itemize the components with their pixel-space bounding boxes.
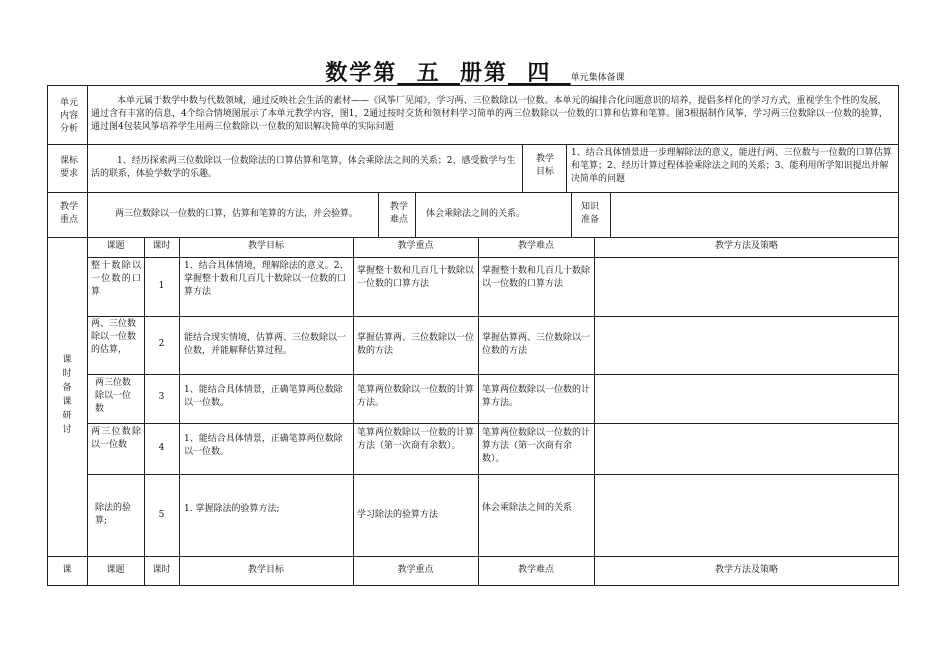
difficulty-label: 教学难点 — [389, 202, 408, 225]
standards-text: 1、经历探索两三位数除以一位数除法的口算估算和笔算，体会乘除法之间的关系；2、感受数学与生活的联系，体验学数学的乐趣。 — [91, 156, 516, 179]
row-key-point: 学习除法的验算方法 — [357, 510, 439, 520]
title-prefix: 数学第 — [325, 61, 398, 86]
teaching-goal-label: 教学目标 — [535, 154, 554, 177]
row-key-point: 笔算两位数除以一位数的计算方法（第一次商有余数）。 — [357, 428, 475, 451]
focus-text: 两三位数除以一位数的口算，估算和笔算的方法，并会验算。 — [115, 209, 359, 219]
row-difficulty: 掌握整十数和几百几十数除以一位数的口算方法 — [482, 266, 591, 289]
row-hour: 2 — [158, 339, 165, 349]
bottom-header-difficulty: 教学难点 — [517, 565, 554, 575]
row-method — [598, 265, 894, 311]
row-difficulty: 笔算两位数除以一位数的计算方法。 — [482, 385, 591, 408]
header-difficulty: 教学难点 — [517, 241, 554, 251]
bottom-header-topic: 课题 — [106, 565, 125, 575]
row-goal: 1. 掌握除法的验算方法; — [184, 504, 280, 514]
row-method — [598, 427, 894, 471]
header-topic: 课题 — [106, 241, 125, 251]
row-key-point: 掌握整十数和几百几十数除以一位数的口算方法 — [357, 266, 475, 289]
lesson-side-label: 课时备课研讨 — [62, 355, 72, 435]
title-volume: 五 — [397, 61, 460, 86]
bottom-side-label: 课 — [62, 565, 72, 575]
header-goal: 教学目标 — [247, 241, 284, 251]
row-difficulty: 掌握估算两、三位数除以一位数的方法 — [482, 333, 591, 356]
title-unit: 四 — [508, 61, 571, 86]
difficulty-text: 体会乘除法之间的关系。 — [426, 209, 526, 219]
row-method — [598, 332, 894, 362]
unit-content-label: 单元内容分析 — [59, 98, 78, 134]
bottom-header-hour: 课时 — [152, 565, 171, 575]
row-hour: 1 — [158, 281, 165, 291]
bottom-header-key-point: 教学重点 — [397, 565, 434, 575]
header-method: 教学方法及策略 — [714, 241, 778, 251]
bottom-header-method: 教学方法及策略 — [714, 565, 778, 575]
row-hour: 3 — [158, 392, 165, 402]
row-goal: 1、能结合具体情景，正确笔算两位数除以一位数。 — [184, 385, 343, 408]
row-hour: 4 — [158, 443, 165, 453]
row-goal: 1、结合具体情境，理解除法的意义。2、掌握整十数和几百几十数除以一位数的口算方法 — [184, 261, 349, 297]
unit-content-text: 本单元属于数学中数与代数领域，通过反映社会生活的素材——《风筝厂见闻》，学习两、三位数除以一位数。本单元的编排合化问题意识的培养，提倡多样化的学习方式，重视学生个性的发展，通过含有丰富的信息，4个综合情境图展示了本单元教学内容，图1，2通过按时交货和领材料学习简单的两三位数除以一位数的口算和估算和笔算。图3根据制作风筝，学习两三位数除以一位数的验算，通过图4包装风筝培养学生用两三位数除以一位数的知识解决简单的实际问题 — [91, 96, 888, 132]
page-title — [0, 56, 950, 87]
header-key-point: 教学重点 — [397, 241, 434, 251]
row-topic: 除法的验算; — [95, 503, 132, 526]
standards-label: 课标要求 — [59, 156, 78, 179]
row-hour: 5 — [158, 510, 165, 520]
row-difficulty: 笔算两位数除以一位数的计算方法（第一次商有余数）。 — [482, 428, 591, 464]
focus-label: 教学重点 — [59, 202, 78, 225]
row-key-point: 笔算两位数除以一位数的计算方法。 — [357, 385, 475, 408]
row-method — [598, 384, 894, 414]
header-hour: 课时 — [152, 241, 171, 251]
row-topic: 两三位数除以一位数 — [91, 427, 141, 450]
teaching-goal-text: 1、结合具体情景进一步理解除法的意义，能进行两、三位数与一位数的口算估算和笔算；2、经历计算过程体验乘除法之间的关系；3、能利用所学知识提出并解决简单的问题 — [571, 148, 892, 184]
knowledge-label: 知识准备 — [580, 202, 599, 225]
row-method — [598, 502, 894, 532]
row-topic: 两、三位数除以一位数的估算， — [91, 319, 137, 355]
row-goal: 能结合现实情境，估算两、三位数除以一位数，并能解释估算过程。 — [184, 333, 347, 356]
row-difficulty: 体会乘除法之间的关系 — [482, 503, 573, 513]
lesson-plan-sheet — [47, 85, 899, 671]
title-middle: 册第 — [459, 61, 508, 86]
title-suffix: 单元集体备课 — [570, 73, 625, 83]
row-key-point: 掌握估算两、三位数除以一位数的方法 — [357, 333, 475, 356]
knowledge-text — [615, 201, 895, 231]
bottom-header-goal: 教学目标 — [247, 565, 284, 575]
row-topic: 两三位数除以一位数 — [95, 378, 132, 414]
row-goal: 1、能结合具体情景，正确笔算两位数除以一位数。 — [184, 434, 343, 457]
row-topic: 整十数除以一位数的口算 — [91, 261, 141, 297]
